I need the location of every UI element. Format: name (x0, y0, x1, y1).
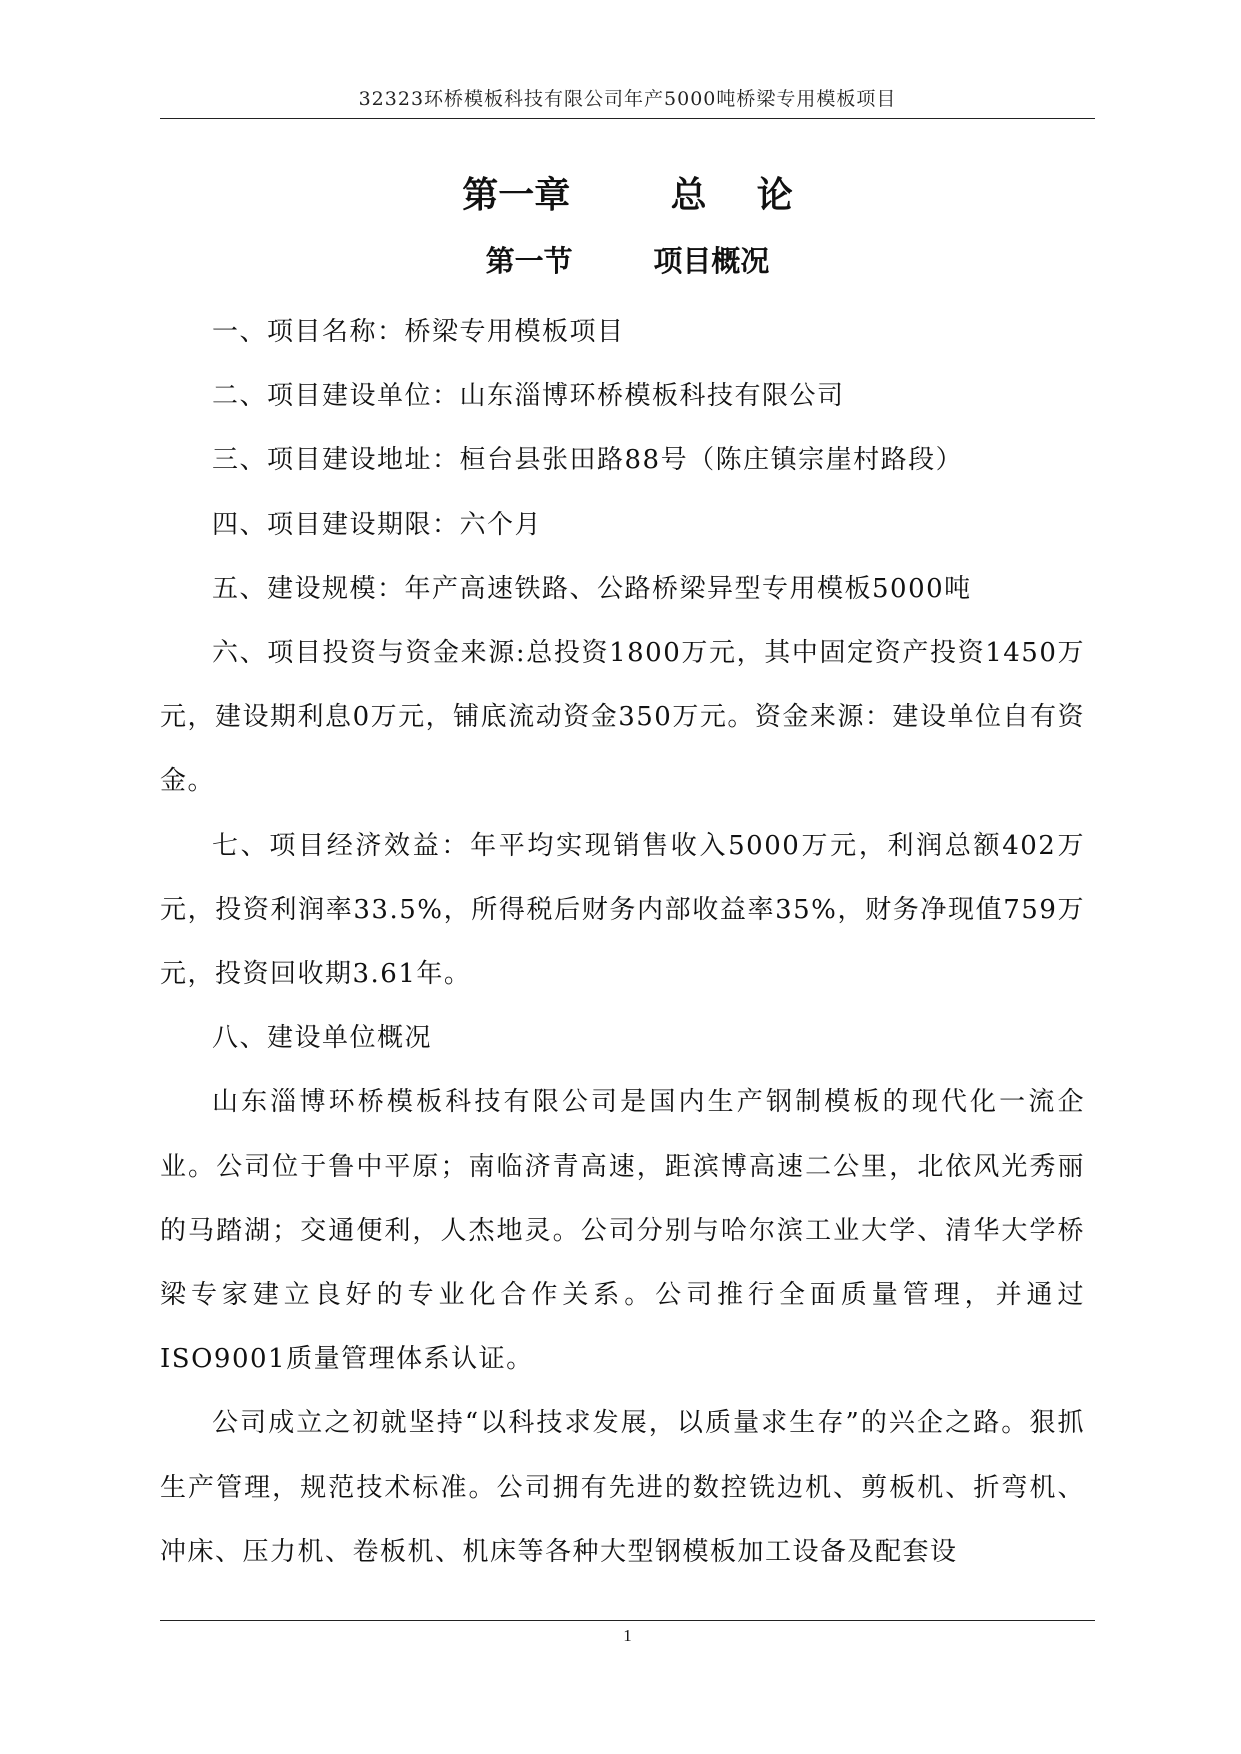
page-number: 1 (623, 1626, 632, 1645)
company-philosophy-paragraph: 公司成立之初就坚持“以科技求发展，以质量求生存”的兴企之路。狠抓生产管理，规范技术标准。公司拥有先进的数控铣边机、剪板机、折弯机、冲床、压力机、卷板机、机床等各种大型钢模板加工设备及配套设 (160, 1408, 1085, 1567)
item-construction-period: 四、项目建设期限：六个月 (212, 509, 543, 540)
item-investment: 六、项目投资与资金来源:总投资1800万元，其中固定资产投资1450万元，建设期利息0万元，铺底流动资金350万元。资金来源：建设单位自有资金。 (160, 638, 1085, 797)
running-header: 32323环桥模板科技有限公司年产5000吨桥梁专用模板项目 (358, 88, 897, 110)
section-title: 第一节 项目概况 (485, 244, 770, 278)
item-construction-unit: 二、项目建设单位：山东淄博环桥模板科技有限公司 (212, 381, 845, 412)
item-company-overview-heading: 八、建设单位概况 (212, 1023, 433, 1054)
body-text (160, 300, 1085, 1584)
footer-divider (160, 1620, 1095, 1621)
chapter-title: 第一章 总 论 (462, 175, 793, 216)
item-construction-address: 三、项目建设地址：桓台县张田路88号（陈庄镇宗崖村路段） (212, 445, 964, 476)
item-construction-scale: 五、建设规模：年产高速铁路、公路桥梁异型专用模板5000吨 (212, 573, 972, 604)
header-divider (160, 118, 1095, 119)
item-project-name: 一、项目名称：桥梁专用模板项目 (212, 317, 625, 347)
company-overview-paragraph: 山东淄博环桥模板科技有限公司是国内生产钢制模板的现代化一流企业。公司位于鲁中平原；南临济青高速，距滨博高速二公里，北依风光秀丽的马踏湖；交通便利，人杰地灵。公司分别与哈尔滨工业大学、清华大学桥梁专家建立良好的专业化合作关系。公司推行全面质量管理，并通过ISO9001质量管理体系认证。 (160, 1087, 1085, 1375)
item-economic-benefit: 七、项目经济效益：年平均实现销售收入5000万元，利润总额402万元，投资利润率33.5%，所得税后财务内部收益率35%，财务净现值759万元，投资回收期3.61年。 (160, 830, 1085, 990)
